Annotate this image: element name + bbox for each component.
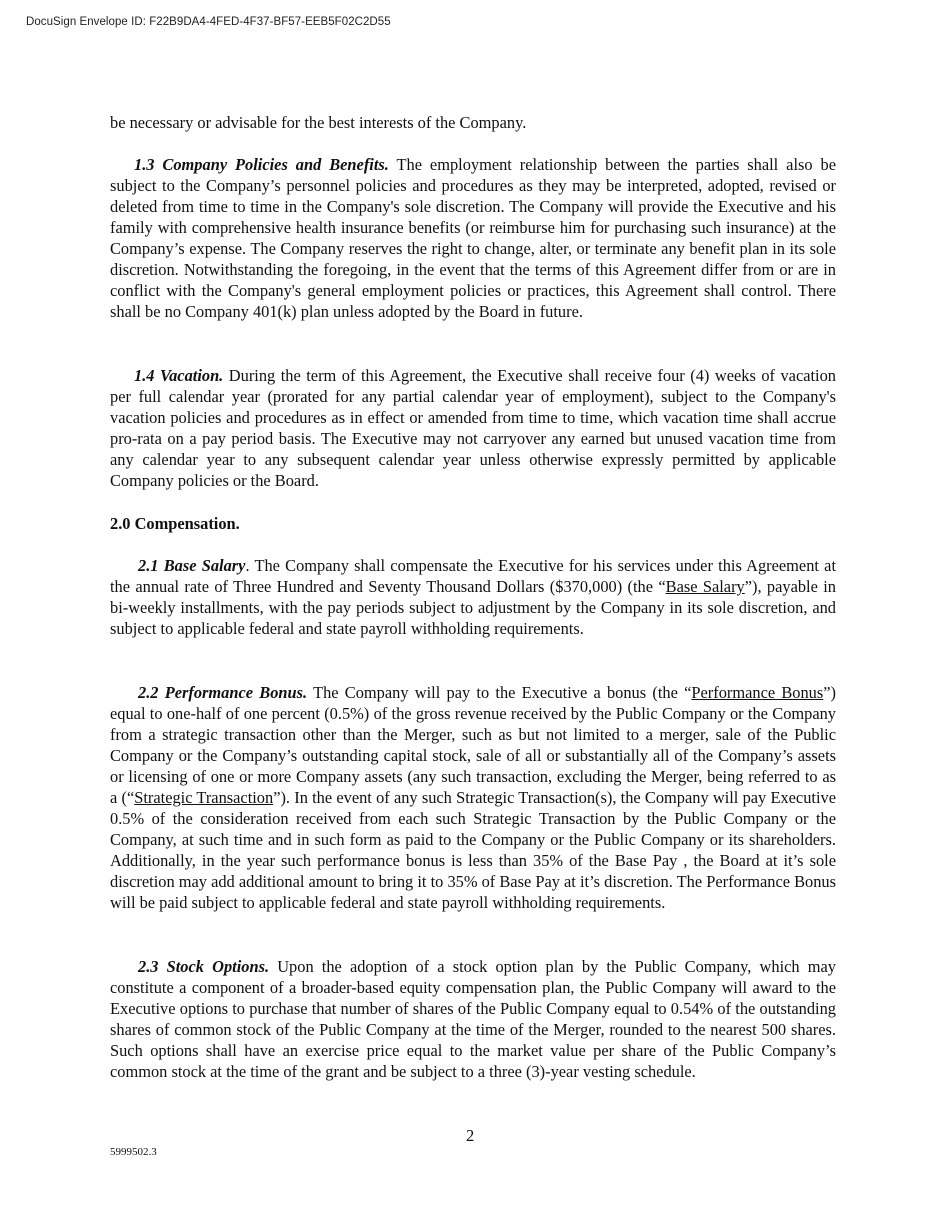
section-2-3-body: Upon the adoption of a stock option plan by the Public Company, which may constitute a component of a broader-based equity compensation plan, the Public Company will award to the Executive options to purchase that number of shares of the Public Company equal to 0.54% of the outstanding shares of common stock of the Public Company at the time of the Merger, rounded to the nearest 500 shares. Such options shall have an exercise price equal to the market value per share of the Public Company’s common stock at the time of the grant and be subject to a three (3)-year vesting schedule. <box>110 957 836 1081</box>
defined-term-performance-bonus: Performance Bonus <box>691 683 824 702</box>
section-1-4-heading: 1.4 Vacation. <box>134 366 224 385</box>
section-2-2-body-c: ”). In the event of any such Strategic Transaction(s), the Company will pay Executive 0.5% of the consideration received from each such Strategic Transaction by the Public Company or the Company, at such time and in such form as paid to the Company or the Public Company or its shareholders. Additionally, in the year such performance bonus is less than 35% of the Base Pay , the Board at it’s sole discretion may add additional amount to bring it to 35% of Base Pay at it’s discretion. The Performance Bonus will be paid subject to applicable federal and state payroll withholding requirements. <box>110 788 836 912</box>
section-1-4-paragraph <box>110 365 836 491</box>
section-2-1-paragraph <box>110 555 836 639</box>
section-1-3-paragraph <box>110 154 836 322</box>
continuation-paragraph: be necessary or advisable for the best interests of the Company. <box>110 113 527 132</box>
section-2-2-paragraph <box>110 682 836 913</box>
document-number: 5999502.3 <box>110 1146 157 1158</box>
section-2-1-body-b: ”), payable in bi-weekly installments, with the pay periods subject to adjustment by the Company in its sole discretion, and subject to applicable federal and state payroll withholding requirements. <box>110 577 836 638</box>
section-1-3-heading: 1.3 Company Policies and Benefits. <box>134 155 389 174</box>
section-2-1-heading: 2.1 Base Salary <box>138 556 246 575</box>
page-number: 2 <box>466 1126 475 1145</box>
section-2-2-heading: 2.2 Performance Bonus. <box>138 683 308 702</box>
defined-term-strategic-transaction: Strategic Transaction <box>134 788 274 807</box>
section-2-3-heading: 2.3 Stock Options. <box>138 957 270 976</box>
section-2-0-heading: 2.0 Compensation. <box>110 514 240 533</box>
section-2-2-body-b: ”) equal to one-half of one percent (0.5%) of the gross revenue received by the Public Company or the Company from a strategic transaction other than the Merger, such as but not limited to a merger, sale of the Public Company or the Company’s outstanding capital stock, sale of all or substantially all of the Company’s assets or licensing of one or more Company assets (any such transaction, excluding the Merger, being referred to as a (“ <box>110 683 836 807</box>
section-1-3-body: The employment relationship between the parties shall also be subject to the Company’s personnel policies and procedures as they may be interpreted, adopted, revised or deleted from time to time in the Company's sole discretion. The Company will provide the Executive and his family with comprehensive health insurance benefits (or reimburse him for purchasing such insurance) at the Company’s expense. The Company reserves the right to change, alter, or terminate any benefit plan in its sole discretion. Notwithstanding the foregoing, in the event that the terms of this Agreement differ from or are in conflict with the Company's general employment policies or practices, this Agreement shall control. There shall be no Company 401(k) plan unless adopted by the Board in future. <box>110 155 836 321</box>
defined-term-base-salary: Base Salary <box>665 577 745 596</box>
section-2-3-paragraph <box>110 956 836 1082</box>
envelope-id-header: DocuSign Envelope ID: F22B9DA4-4FED-4F37-BF57-EEB5F02C2D55 <box>26 16 391 28</box>
section-2-1-body-a: . The Company shall compensate the Executive for his services under this Agreement at the annual rate of Three Hundred and Seventy Thousand Dollars ($370,000) (the “ <box>110 556 836 596</box>
section-2-2-body-a: The Company will pay to the Executive a bonus (the “ <box>307 683 692 702</box>
section-1-4-body: During the term of this Agreement, the Executive shall receive four (4) weeks of vacation per full calendar year (prorated for any partial calendar year of employment), subject to the Company's vacation policies and procedures as in effect or amended from time to time, which vacation time shall accrue pro-rata on a pay period basis. The Executive may not carryover any earned but unused vacation time from any calendar year to any subsequent calendar year unless otherwise expressly permitted by applicable Company policies or the Board. <box>110 366 837 490</box>
